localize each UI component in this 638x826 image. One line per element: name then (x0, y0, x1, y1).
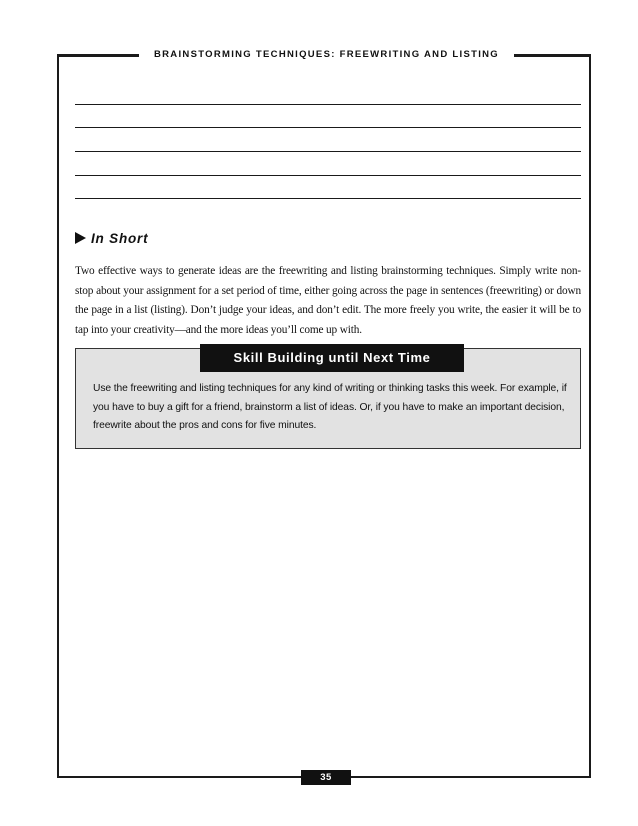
running-header: BRAINSTORMING TECHNIQUES: FREEWRITING AND LISTING (153, 49, 499, 60)
in-short-paragraph: Two effective ways to generate ideas are the freewriting and listing brainstorming techniques. Simply write non-stop about your assignment for a set period of time, either going across the page in sentences (freewriting) or down the page in a list (listing). Don’t judge your ideas, and don’t edit. The more freely you write, the easier it will be to tap into your creativity—and the more ideas you’ll come up with. (75, 265, 581, 336)
header-rule-right (514, 54, 591, 57)
writing-line (75, 127, 581, 128)
triangle-bullet-icon (75, 232, 86, 244)
skill-building-title: Skill Building until Next Time (200, 344, 464, 372)
header-rule-left (57, 54, 139, 57)
in-short-label: In Short (91, 230, 149, 246)
writing-line (75, 151, 581, 152)
page-number: 35 (301, 770, 351, 785)
skill-building-text: Use the freewriting and listing techniques for any kind of writing or thinking tasks this week. For example, if you have to buy a gift for a friend, brainstorm a list of ideas. Or, if you have to make an important decision, freewrite about the pros and cons for five minutes. (93, 383, 567, 431)
in-short-heading (75, 229, 148, 247)
writing-line (75, 198, 581, 199)
writing-line (75, 104, 581, 105)
writing-line (75, 175, 581, 176)
